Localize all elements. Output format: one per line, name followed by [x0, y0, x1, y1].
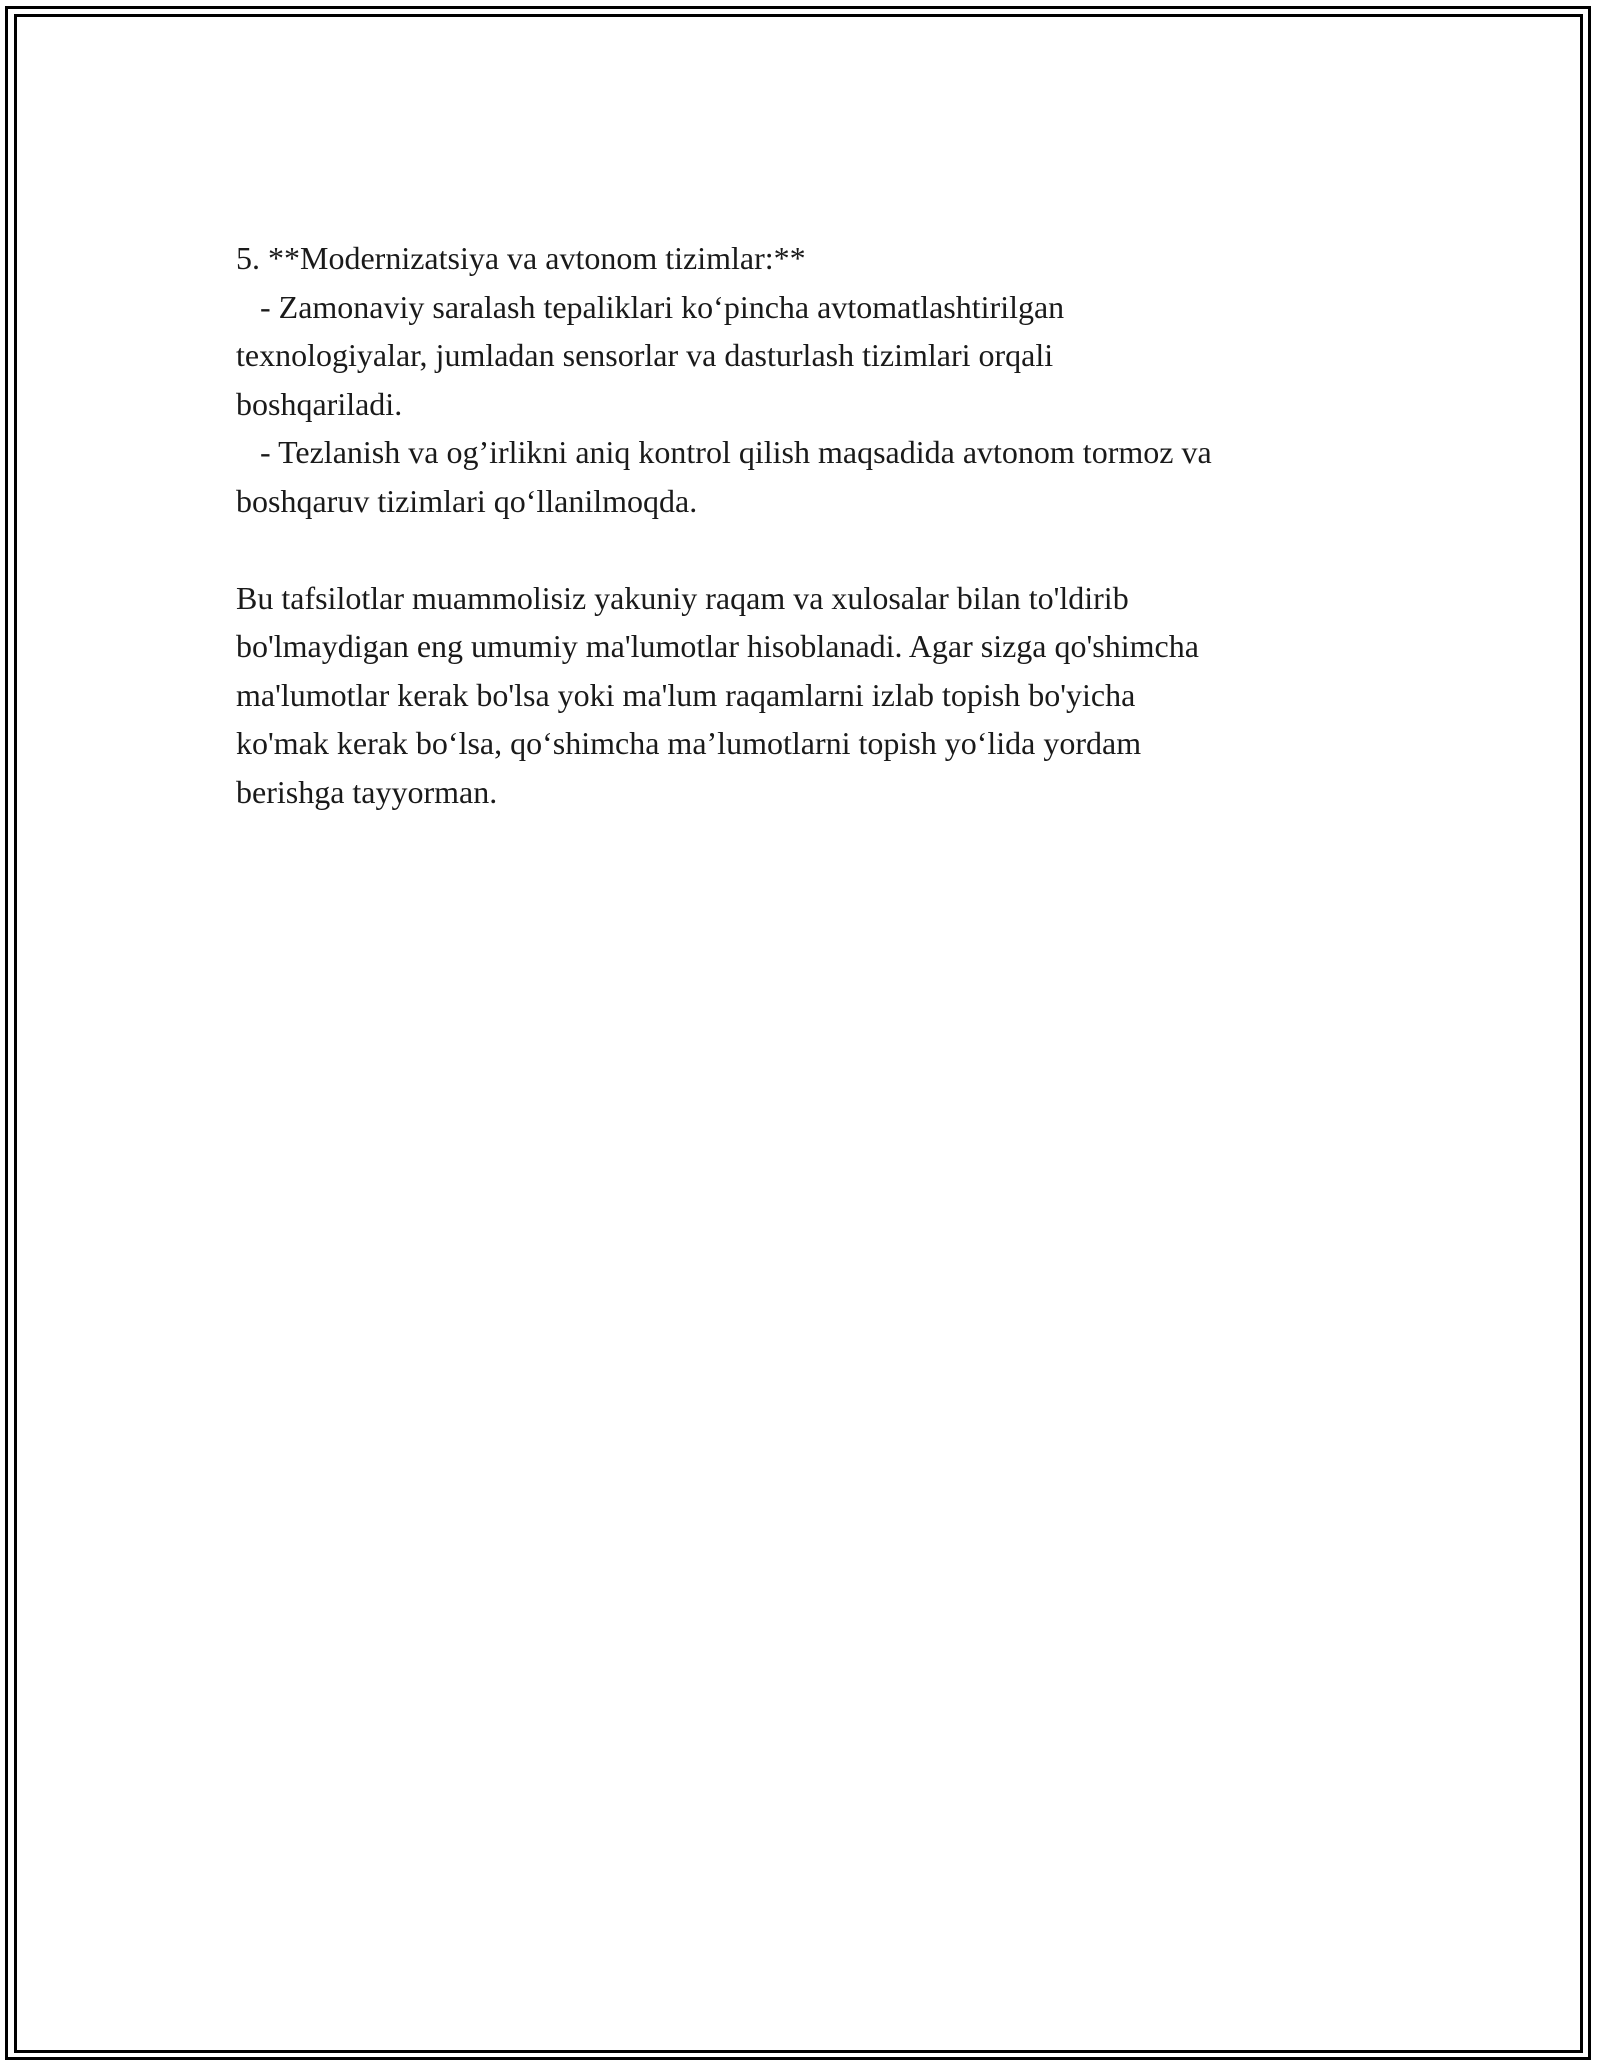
closing-line: bo'lmaydigan eng umumiy ma'lumotlar hisoblanadi. Agar sizga qo'shimcha — [236, 628, 1199, 664]
paragraph-gap — [236, 525, 1386, 574]
section-line: - Zamonaviy saralash tepaliklari ko‘pincha avtomatlashtirilgan — [236, 288, 1065, 325]
closing-line: berishga tayyorman. — [236, 773, 498, 810]
closing-line: ko'mak kerak bo‘lsa, qo‘shimcha ma’lumotlarni topish yo‘lida yordam — [236, 725, 1142, 761]
section-heading: 5. **Modernizatsiya va avtonom tizimlar:** — [236, 240, 806, 276]
document-body — [236, 234, 1386, 816]
closing-paragraph — [236, 574, 1386, 817]
section-line: texnologiyalar, jumladan sensorlar va dasturlash tizimlari orqali — [236, 337, 1054, 373]
section-line: boshqariladi. — [236, 385, 403, 422]
section-modernization — [236, 234, 1386, 525]
section-line: boshqaruv tizimlari qo‘llanilmoqda. — [236, 482, 698, 519]
closing-line: Bu tafsilotlar muammolisiz yakuniy raqam va xulosalar bilan to'ldirib — [236, 579, 1129, 616]
closing-line: ma'lumotlar kerak bo'lsa yoki ma'lum raqamlarni izlab topish bo'yicha — [236, 676, 1136, 713]
section-line: - Tezlanish va og’irlikni aniq kontrol qilish maqsadida avtonom tormoz va — [236, 434, 1212, 470]
